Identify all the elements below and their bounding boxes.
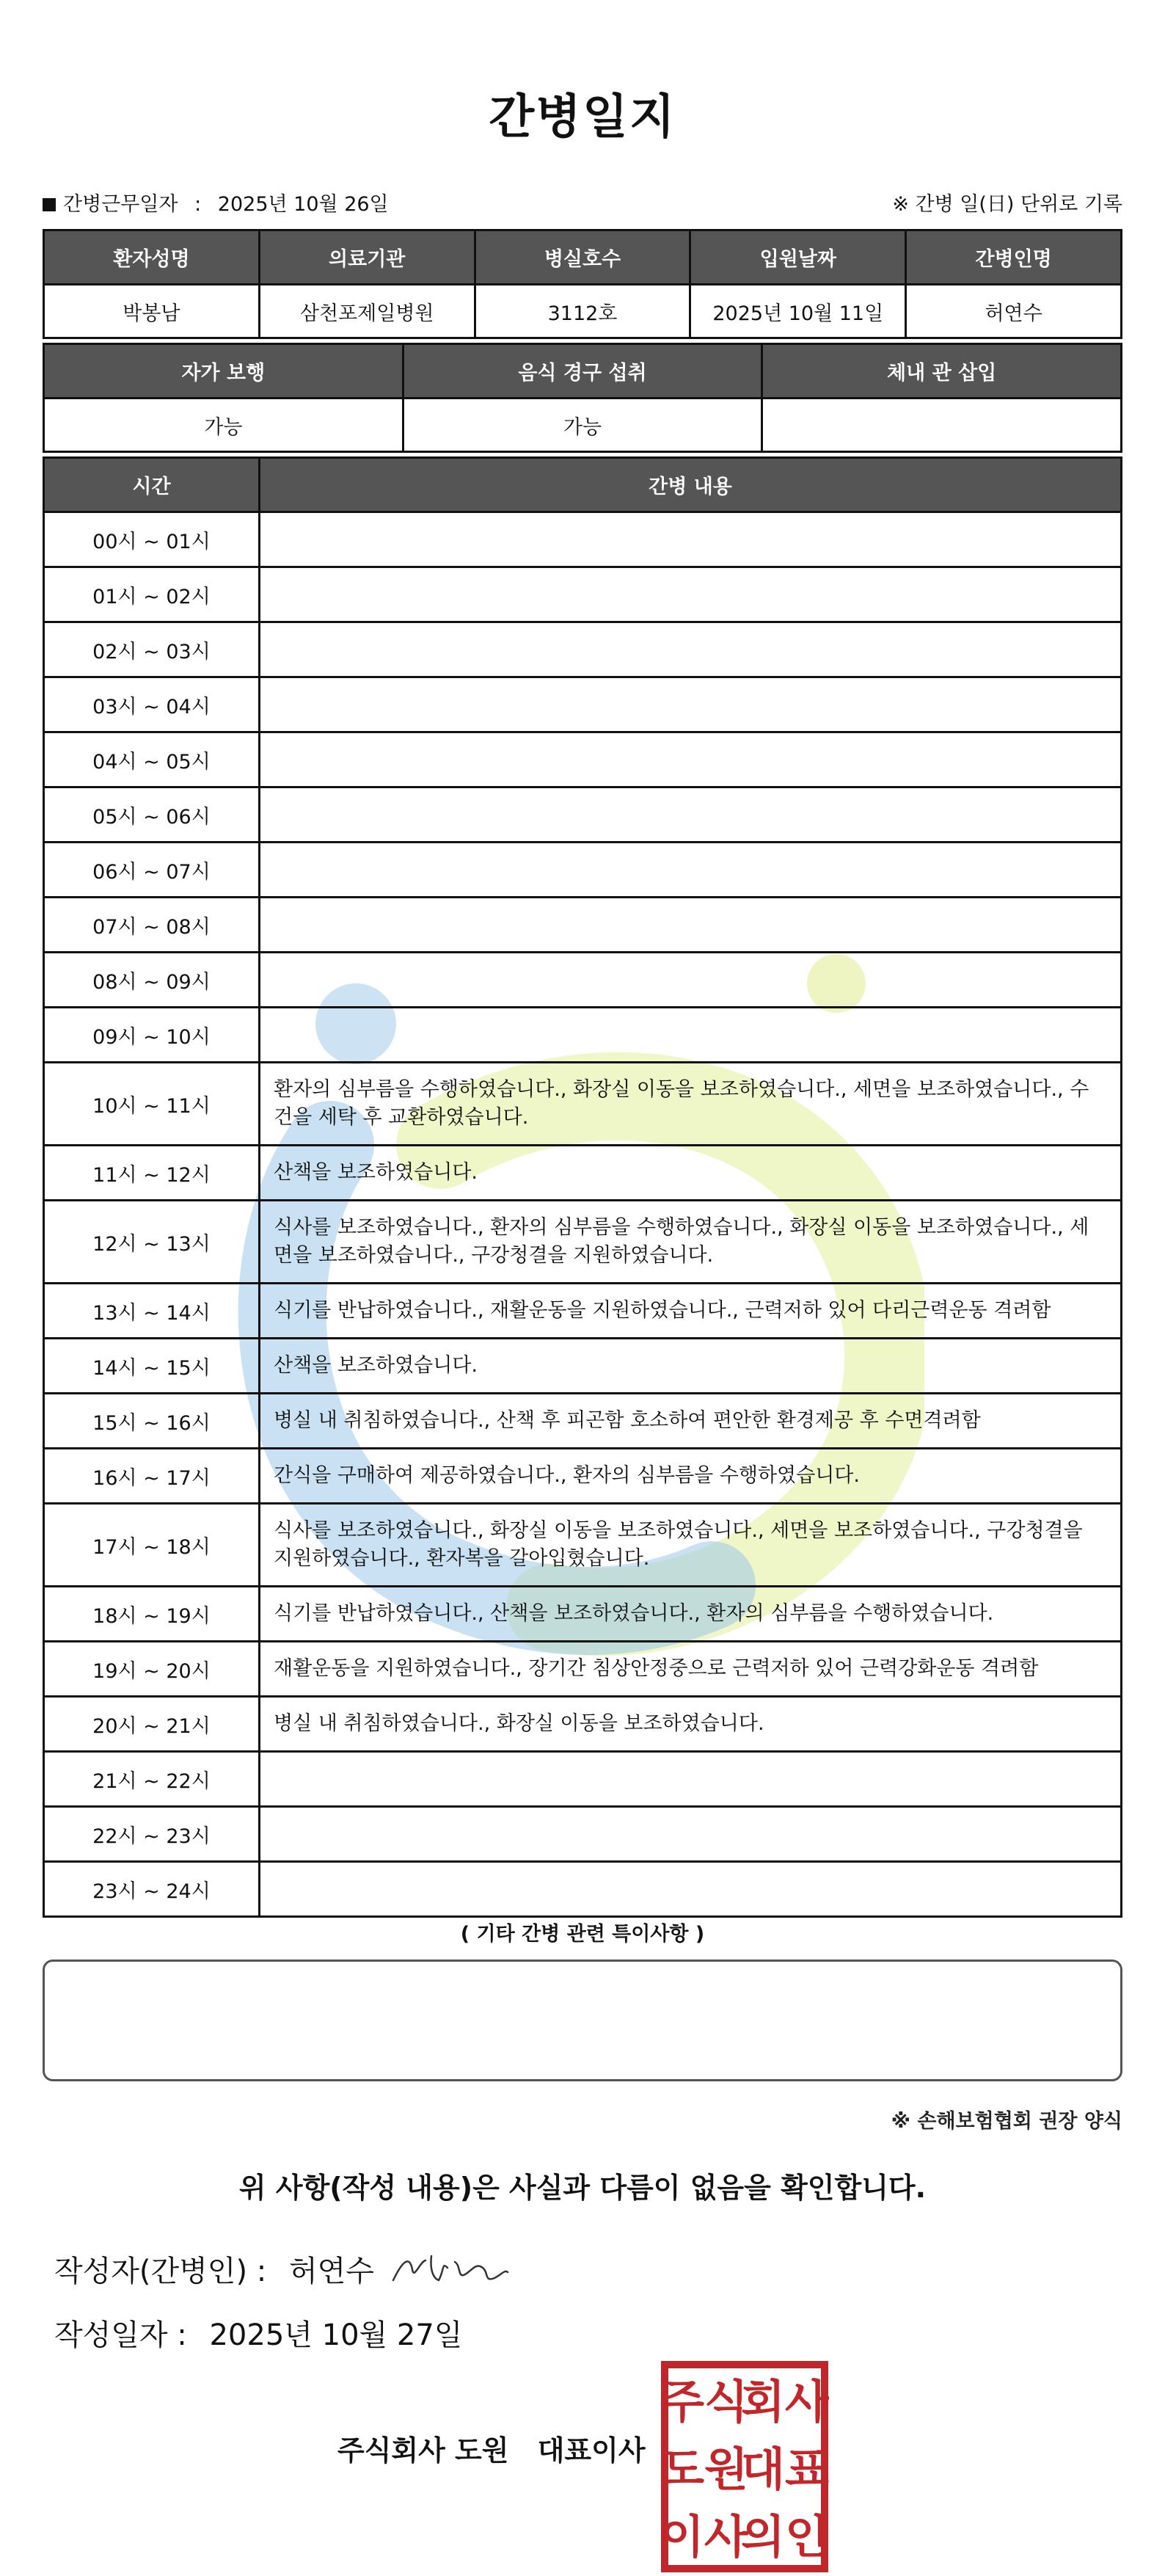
header-room-number: 병실호수 <box>475 230 690 285</box>
log-time: 13시 ~ 14시 <box>44 1284 260 1339</box>
self-walking-value: 가능 <box>44 399 403 452</box>
confirmation-statement: 위 사항(작성 내용)은 사실과 다름이 없음을 확인합니다. <box>238 2172 927 2204</box>
log-content <box>260 512 1122 567</box>
log-time: 01시 ~ 02시 <box>44 567 260 622</box>
header-patient-name: 환자성명 <box>44 230 260 285</box>
log-row <box>44 1642 1122 1697</box>
log-row <box>44 1449 1122 1504</box>
log-time: 22시 ~ 23시 <box>44 1807 260 1862</box>
writer-name: 허연수 <box>288 2255 374 2288</box>
log-content <box>260 732 1122 787</box>
svg-text:도원: 도원 <box>660 2442 748 2496</box>
log-content: 병실 내 취침하였습니다., 화장실 이동을 보조하였습니다. <box>260 1697 1122 1752</box>
work-date-separator: : <box>194 193 202 216</box>
log-content <box>260 1008 1122 1063</box>
header-care-content: 간병 내용 <box>260 458 1122 512</box>
svg-text:대표: 대표 <box>741 2442 829 2496</box>
log-content <box>260 567 1122 622</box>
log-row <box>44 512 1122 567</box>
log-time: 18시 ~ 19시 <box>44 1587 260 1642</box>
recommended-form-note: ※ 손해보험협회 권장 양식 <box>891 2110 1122 2133</box>
header-tube-insertion: 체내 관 삽입 <box>762 344 1122 399</box>
log-content: 식기를 반납하였습니다., 재활운동을 지원하였습니다., 근력저하 있어 다리근력운동 격려함 <box>260 1284 1122 1339</box>
log-content: 식사를 보조하였습니다., 화장실 이동을 보조하였습니다., 세면을 보조하였습니다., 구강청결을 지원하였습니다., 환자복을 갈아입혔습니다. <box>260 1504 1122 1587</box>
log-time: 17시 ~ 18시 <box>44 1504 260 1587</box>
writer-label: 작성자(간병인) : <box>54 2255 267 2288</box>
log-header-row <box>44 458 1122 512</box>
handwritten-signature-icon <box>387 2240 512 2299</box>
company-seal-stamp-icon <box>660 2360 829 2573</box>
log-time: 03시 ~ 04시 <box>44 677 260 732</box>
tube-insertion-value <box>762 399 1122 452</box>
log-time: 10시 ~ 11시 <box>44 1063 260 1146</box>
log-time: 09시 ~ 10시 <box>44 1008 260 1063</box>
log-time: 20시 ~ 21시 <box>44 1697 260 1752</box>
log-time: 19시 ~ 20시 <box>44 1642 260 1697</box>
hospital-value: 삼천포제일병원 <box>259 285 475 338</box>
log-content <box>260 677 1122 732</box>
log-row <box>44 1862 1122 1917</box>
log-content: 간식을 구매하여 제공하였습니다., 환자의 심부름을 수행하였습니다. <box>260 1449 1122 1504</box>
log-row <box>44 567 1122 622</box>
oral-intake-value: 가능 <box>403 399 762 452</box>
header-hospital: 의료기관 <box>259 230 475 285</box>
log-row <box>44 1339 1122 1394</box>
log-time: 11시 ~ 12시 <box>44 1146 260 1201</box>
log-time: 02시 ~ 03시 <box>44 622 260 677</box>
log-content <box>260 1752 1122 1807</box>
patient-status-table <box>43 343 1122 453</box>
work-date-row <box>43 188 1122 217</box>
record-unit-note: ※ 간병 일(日) 단위로 기록 <box>892 193 1122 216</box>
caregiver-name-value: 허연수 <box>906 285 1122 338</box>
header-caregiver-name: 간병인명 <box>906 230 1122 285</box>
log-time: 12시 ~ 13시 <box>44 1201 260 1284</box>
log-time: 21시 ~ 22시 <box>44 1752 260 1807</box>
svg-text:의인: 의인 <box>741 2510 829 2564</box>
work-date-label: 간병근무일자 <box>63 193 178 216</box>
log-content: 식기를 반납하였습니다., 산책을 보조하였습니다., 환자의 심부름을 수행하였습니다. <box>260 1587 1122 1642</box>
log-row <box>44 1063 1122 1146</box>
patient-info-table <box>43 229 1122 339</box>
log-content <box>260 898 1122 953</box>
room-number-value: 3112호 <box>475 285 690 338</box>
write-date-value: 2025년 10월 27일 <box>209 2318 463 2352</box>
log-time: 16시 ~ 17시 <box>44 1449 260 1504</box>
svg-text:주식: 주식 <box>660 2375 748 2428</box>
representative-title: 대표이사 <box>537 2434 646 2467</box>
writer-line <box>54 2248 374 2290</box>
log-time: 23시 ~ 24시 <box>44 1862 260 1917</box>
log-content: 재활운동을 지원하였습니다., 장기간 침상안정중으로 근력저하 있어 근력강화운동 격려함 <box>260 1642 1122 1697</box>
black-square-icon <box>43 198 56 211</box>
log-content <box>260 1862 1122 1917</box>
log-time: 05시 ~ 06시 <box>44 787 260 843</box>
log-content: 환자의 심부름을 수행하였습니다., 화장실 이동을 보조하였습니다., 세면을 보조하였습니다., 수건을 세탁 후 교환하였습니다. <box>260 1063 1122 1146</box>
log-row <box>44 953 1122 1008</box>
log-content <box>260 953 1122 1008</box>
log-time: 08시 ~ 09시 <box>44 953 260 1008</box>
log-row <box>44 787 1122 843</box>
log-row <box>44 1697 1122 1752</box>
header-time: 시간 <box>44 458 260 512</box>
log-row <box>44 1284 1122 1339</box>
log-time: 00시 ~ 01시 <box>44 512 260 567</box>
header-self-walking: 자가 보행 <box>44 344 403 399</box>
company-line <box>337 2428 646 2468</box>
log-time: 15시 ~ 16시 <box>44 1394 260 1449</box>
log-time: 07시 ~ 08시 <box>44 898 260 953</box>
log-row <box>44 1008 1122 1063</box>
log-time: 14시 ~ 15시 <box>44 1339 260 1394</box>
log-row <box>44 732 1122 787</box>
log-row <box>44 622 1122 677</box>
header-oral-intake: 음식 경구 섭취 <box>403 344 762 399</box>
log-content <box>260 787 1122 843</box>
write-date-label: 작성일자 : <box>54 2318 187 2352</box>
log-content <box>260 622 1122 677</box>
write-date-line <box>54 2312 462 2354</box>
work-date-value: 2025년 10월 26일 <box>217 193 389 216</box>
work-date-info <box>43 188 389 217</box>
patient-name-value: 박봉남 <box>44 285 260 338</box>
log-row <box>44 1587 1122 1642</box>
company-name: 주식회사 도원 <box>337 2434 509 2467</box>
log-content: 식사를 보조하였습니다., 환자의 심부름을 수행하였습니다., 화장실 이동을 보조하였습니다., 세면을 보조하였습니다., 구강청결을 지원하였습니다. <box>260 1201 1122 1284</box>
log-row <box>44 677 1122 732</box>
header-admission-date: 입원날짜 <box>690 230 906 285</box>
log-row <box>44 1807 1122 1862</box>
log-row <box>44 1752 1122 1807</box>
svg-text:이사: 이사 <box>660 2510 748 2564</box>
log-time: 06시 ~ 07시 <box>44 843 260 898</box>
admission-date-value: 2025년 10월 11일 <box>690 285 906 338</box>
log-row <box>44 1504 1122 1587</box>
log-content <box>260 843 1122 898</box>
log-content <box>260 1807 1122 1862</box>
log-row <box>44 898 1122 953</box>
status-value-row <box>44 399 1122 452</box>
svg-text:회사: 회사 <box>741 2375 829 2428</box>
special-notes-title: ( 기타 간병 관련 특이사항 ) <box>460 1923 705 1946</box>
special-notes-box <box>43 1960 1122 2081</box>
log-row <box>44 1201 1122 1284</box>
log-content: 산책을 보조하였습니다. <box>260 1146 1122 1201</box>
log-time: 04시 ~ 05시 <box>44 732 260 787</box>
status-header-row <box>44 344 1122 399</box>
log-content: 병실 내 취침하였습니다., 산책 후 피곤함 호소하여 편안한 환경제공 후 수면격려함 <box>260 1394 1122 1449</box>
patient-info-value-row <box>44 285 1122 338</box>
log-row <box>44 1394 1122 1449</box>
patient-info-header-row <box>44 230 1122 285</box>
hourly-care-log-table <box>43 456 1122 1918</box>
log-content: 산책을 보조하였습니다. <box>260 1339 1122 1394</box>
page-title: 간병일지 <box>489 90 676 145</box>
log-row <box>44 1146 1122 1201</box>
log-row <box>44 843 1122 898</box>
